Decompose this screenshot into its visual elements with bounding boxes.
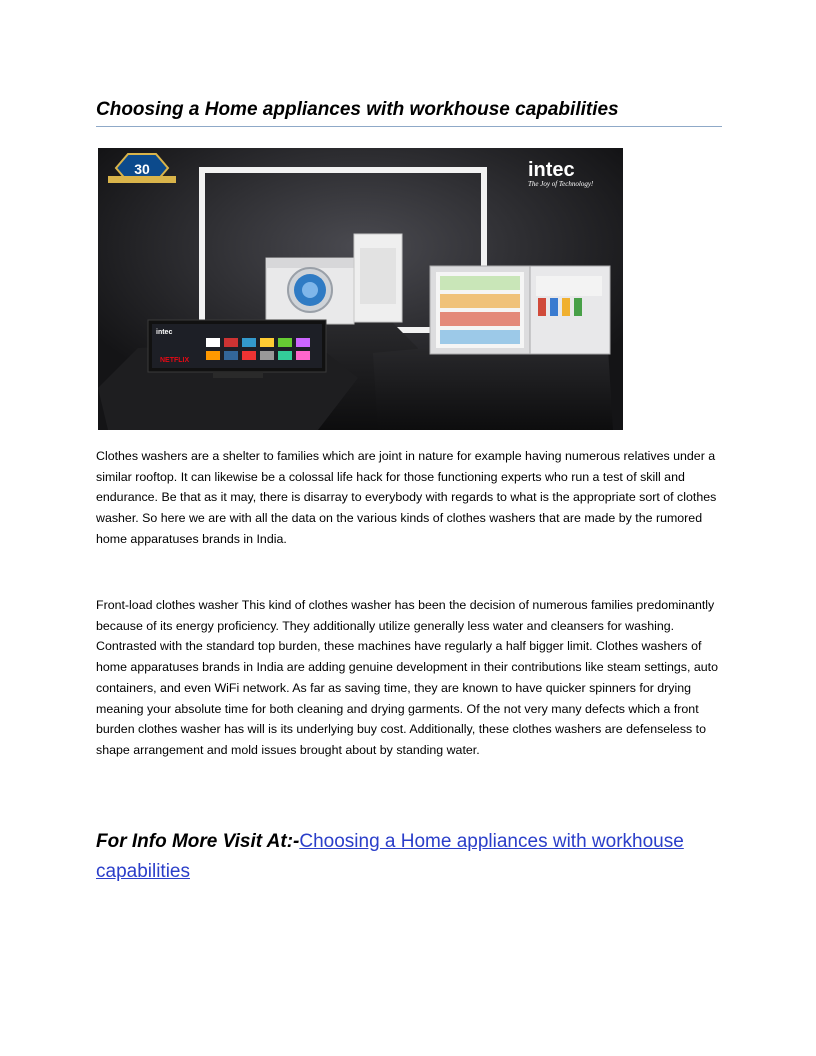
refrigerator — [430, 266, 610, 354]
air-purifier — [354, 234, 402, 322]
brand-tagline: The Joy of Technology! — [528, 180, 594, 188]
brand-wordmark: intec — [528, 159, 575, 181]
footer-lead: For Info More Visit At:- — [96, 831, 300, 852]
paragraph-intro: Clothes washers are a shelter to families which are joint in nature for example having numerous relatives under a similar rooftop. It can likewise be a colossal life hack for those functioning experts who run a test of skill and endurance. Be that as it may, there is disarray to everybody with regards to what is the appropriate sort of clothes washer. So here we are with all the data on the various kinds of clothes washers that are made by the rumored home apparatuses brands in India. — [96, 449, 717, 546]
appliances-illustration — [98, 148, 623, 430]
title-underline — [96, 126, 722, 127]
tv-brand: intec — [156, 329, 173, 336]
info-footer — [96, 827, 722, 887]
tv-netflix-label: NETFLIX — [160, 357, 190, 364]
document-title: Choosing a Home appliances with workhouse capabilities — [96, 99, 619, 120]
paragraph-front-load: Front-load clothes washer This kind of clothes washer has been the decision of numerous families predominantly because of its energy proficiency. They additionally utilize generally less water and cleansers for washing. Contrasted with the standard top burden, these machines have regularly a half bigger limit. Clothes washers of home apparatuses brands in India are adding genuine development in their contributions like steam settings, auto containers, and even WiFi network. As far as saving time, they are known to have quicker spinners for drying meaning your absolute time for both cleaning and drying garments. Of the not very many defects which a front burden clothes washer has will is its underlying buy cost. Additionally, these clothes washers are defenseless to shape arrangement and mold issues brought about by standing water. — [96, 598, 718, 757]
article-link[interactable]: Choosing a Home appliances with workhouse capabilities — [96, 831, 684, 882]
badge-number: 30 — [134, 161, 150, 177]
washing-machine — [266, 258, 354, 324]
hero-image — [98, 148, 623, 430]
television — [148, 320, 326, 378]
